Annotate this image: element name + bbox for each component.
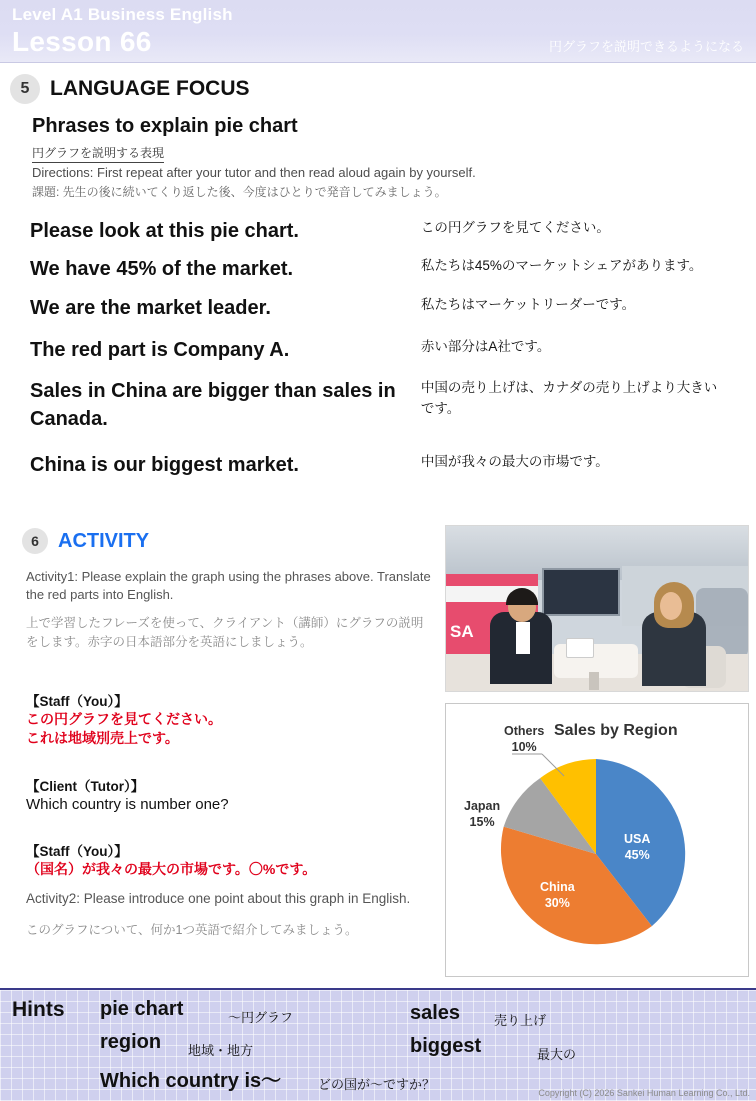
activity1-en: Activity1: Please explain the graph using the phrases above. Translate the red parts into English. xyxy=(26,569,431,602)
phrase-jp: 中国の売り上げは、カナダの売り上げより大きいです。 xyxy=(420,380,718,416)
chart-label-japan-value: 15% xyxy=(469,814,495,829)
page-header xyxy=(0,0,756,63)
hints-title: Hints xyxy=(12,998,65,1021)
chart-label-china-value: 30% xyxy=(544,895,570,910)
pie-chart-panel xyxy=(445,703,749,977)
dialogue-line: Which country is number one? xyxy=(26,796,229,813)
phrase-en: Please look at this pie chart. xyxy=(30,220,299,242)
section-6-title: ACTIVITY xyxy=(58,529,150,552)
chart-label-others-name: Others xyxy=(504,724,545,738)
phrase-en: Sales in China are bigger than sales in Canada. xyxy=(30,380,396,430)
phrase-jp: この円グラフを見てください。 xyxy=(420,220,610,235)
phrase-row xyxy=(30,452,730,480)
hint-jp-sales: 売り上げ xyxy=(494,1013,547,1028)
chart-label-usa xyxy=(624,832,650,863)
phrase-row xyxy=(30,218,730,246)
phrases-heading: Phrases to explain pie chart xyxy=(32,115,298,137)
section-5-header xyxy=(10,74,250,104)
chart-label-china-name: China xyxy=(540,880,575,894)
activity2-jp: このグラフについて、何か1つ英語で紹介してみましょう。 xyxy=(26,922,358,937)
phrase-en: We are the market leader. xyxy=(30,297,271,320)
phrase-row xyxy=(30,378,730,433)
chart-label-china xyxy=(540,880,575,911)
section-5-number: 5 xyxy=(10,74,40,104)
chart-label-japan-name: Japan xyxy=(464,799,501,813)
phrase-row xyxy=(30,295,730,323)
phrase-row xyxy=(30,337,730,365)
dialogue-staff-1 xyxy=(26,690,446,748)
section-6-number: 6 xyxy=(22,528,48,554)
meeting-photo xyxy=(445,525,749,692)
photo-man-shirt xyxy=(516,622,530,654)
phrase-en: The red part is Company A. xyxy=(30,338,290,361)
dialogue-red-line: （国名）が我々の最大の市場です。〇%です。 xyxy=(26,861,317,877)
chart-label-japan xyxy=(464,799,500,830)
phrase-jp: 私たちはマーケットリーダーです。 xyxy=(420,297,636,313)
phrase-en: We have 45% of the market. xyxy=(30,257,294,280)
phrase-jp: 中国が我々の最大の市場です。 xyxy=(420,453,609,469)
hints-panel xyxy=(0,988,756,1101)
dialogue-red-line: これは地域別売上です。 xyxy=(26,729,179,746)
section-6-header xyxy=(22,528,149,554)
directions-block xyxy=(32,164,632,200)
lesson-goal-jp: 円グラフを説明できるようになる xyxy=(548,39,744,54)
hint-jp-which-country: どの国が～ですか？ xyxy=(318,1077,436,1092)
activity2-en: Activity2: Please introduce one point about this graph in English. xyxy=(26,891,411,906)
phrase-jp: 赤い部分はA社です。 xyxy=(420,338,551,354)
hint-jp-biggest: 最大の xyxy=(537,1047,577,1062)
chart-label-usa-value: 45% xyxy=(624,847,650,862)
photo-table-leg xyxy=(589,672,599,690)
copyright-notice: Copyright (C) 2026 Sankei Human Learning Co., Ltd. xyxy=(538,1088,750,1098)
hint-jp-region: 地域・地方 xyxy=(188,1043,254,1058)
phrase-en: China is our biggest market. xyxy=(30,453,299,476)
dialogue-speaker: 【Client（Tutor）】 xyxy=(26,779,145,794)
hint-jp-pie-chart: ～円グラフ xyxy=(228,1010,294,1025)
activity1-jp: 上で学習したフレーズを使って、クライアント（講師）にグラフの説明をします。赤字の日本語部分を英語にしましょう。 xyxy=(26,615,424,649)
hint-word-which-country: Which country is～ xyxy=(100,1070,282,1092)
phrases-heading-jp: 円グラフを説明する表現 xyxy=(32,144,164,163)
chart-label-others xyxy=(504,724,544,755)
section-5-title: LANGUAGE FOCUS xyxy=(50,77,250,100)
pie-chart-svg xyxy=(446,714,746,964)
photo-booth-text: SA xyxy=(450,622,474,641)
dialogue-client xyxy=(26,775,446,815)
dialogue-staff-2 xyxy=(26,840,446,879)
phrase-jp: 私たちは45%のマーケットシェアがあります。 xyxy=(420,257,703,273)
phrase-row xyxy=(30,256,730,284)
photo-document xyxy=(566,638,594,658)
directions-jp: 課題: 先生の後に続いてくり返した後、今度はひとりで発音してみましょう。 xyxy=(32,184,447,199)
directions-en: Directions: First repeat after your tutor and then read aloud again by yourself. xyxy=(32,165,476,180)
hint-word-sales: sales xyxy=(410,1002,461,1024)
hint-word-biggest: biggest xyxy=(410,1035,482,1057)
dialogue-speaker: 【Staff（You）】 xyxy=(26,694,128,709)
activity1-block xyxy=(26,568,431,651)
lesson-title: Lesson 66 xyxy=(12,26,152,57)
photo-woman-face xyxy=(660,592,682,620)
chart-title: Sales by Region xyxy=(554,722,678,739)
photo-display-screen xyxy=(542,568,620,616)
hint-word-region: region xyxy=(100,1031,162,1053)
dialogue-red-line: この円グラフを見てください。 xyxy=(26,711,222,727)
dialogue-speaker: 【Staff（You）】 xyxy=(26,844,128,859)
activity2-block xyxy=(26,890,426,940)
hint-word-pie-chart: pie chart xyxy=(100,998,184,1020)
phrase-list xyxy=(30,218,730,479)
course-level: Level A1 Business English xyxy=(12,5,233,24)
chart-label-usa-name: USA xyxy=(624,832,651,846)
chart-label-others-value: 10% xyxy=(511,739,537,754)
